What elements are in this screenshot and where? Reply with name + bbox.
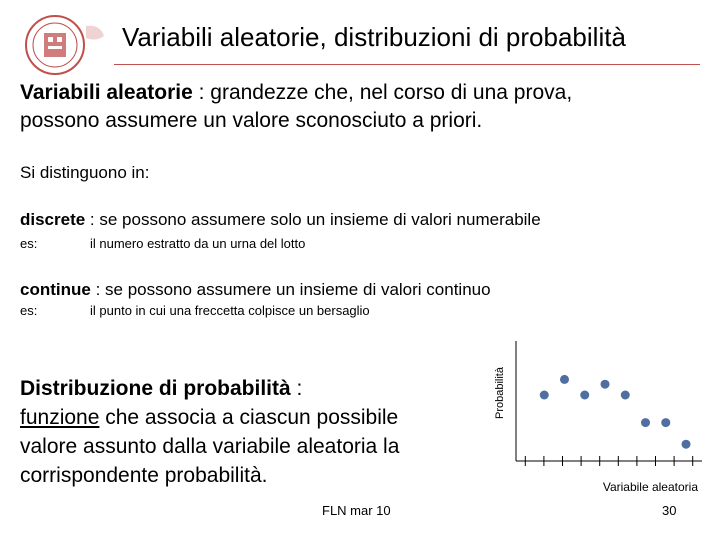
discrete-term: discrete xyxy=(20,210,86,229)
data-point xyxy=(540,391,549,400)
distribution-line-1 xyxy=(20,374,399,403)
data-point xyxy=(560,375,569,384)
discrete-text: : se possono assumere solo un insieme di valori numerabile xyxy=(85,210,541,229)
example-label: es: xyxy=(20,236,38,251)
example-text: il punto in cui una freccetta colpisce un bersaglio xyxy=(90,303,370,318)
distribution-colon: : xyxy=(290,377,303,400)
data-point xyxy=(580,391,589,400)
data-point xyxy=(641,418,650,427)
distribution-line-2 xyxy=(20,403,399,432)
data-point xyxy=(621,391,630,400)
footer-text: FLN mar 10 xyxy=(322,503,391,518)
definition-line-2: possono assumere un valore sconosciuto a priori. xyxy=(20,109,483,132)
distribution-line-2-rest: che associa a ciascun possibile xyxy=(99,406,399,429)
title-divider xyxy=(114,64,700,65)
page-title: Variabili aleatorie, distribuzioni di probabilità xyxy=(122,22,626,52)
distribution-line-3: valore assunto dalla variabile aleatoria la xyxy=(20,435,400,458)
probability-scatter-chart xyxy=(490,335,710,495)
university-seal-logo xyxy=(24,14,108,76)
discrete-definition xyxy=(20,210,541,230)
example-label: es: xyxy=(20,303,38,318)
definition-paragraph xyxy=(20,79,572,135)
distribution-term: Distribuzione di probabilità xyxy=(20,377,291,400)
data-point xyxy=(682,440,691,449)
definition-rest: : grandezze che, nel corso di una prova, xyxy=(192,81,573,104)
example-text: il numero estratto da un urna del lotto xyxy=(90,236,306,251)
discrete-example xyxy=(20,236,305,251)
definition-line-1 xyxy=(20,79,572,107)
distribution-line-4: corrispondente probabilità. xyxy=(20,464,268,487)
data-point xyxy=(661,418,670,427)
distribution-underlined: funzione xyxy=(20,406,100,429)
page-number: 30 xyxy=(662,503,677,518)
x-axis-label: Variabile aleatoria xyxy=(602,480,698,494)
continuous-definition xyxy=(20,280,491,300)
data-point xyxy=(601,380,610,389)
definition-term: Variabili aleatorie xyxy=(20,81,193,104)
continuous-term: continue xyxy=(20,280,91,299)
continuous-text: : se possono assumere un insieme di valori continuo xyxy=(90,280,491,299)
y-axis-label: Probabilità xyxy=(494,367,506,419)
distribution-paragraph xyxy=(20,374,399,490)
continuous-example xyxy=(20,303,370,318)
intro-text: Si distinguono in: xyxy=(20,163,150,182)
